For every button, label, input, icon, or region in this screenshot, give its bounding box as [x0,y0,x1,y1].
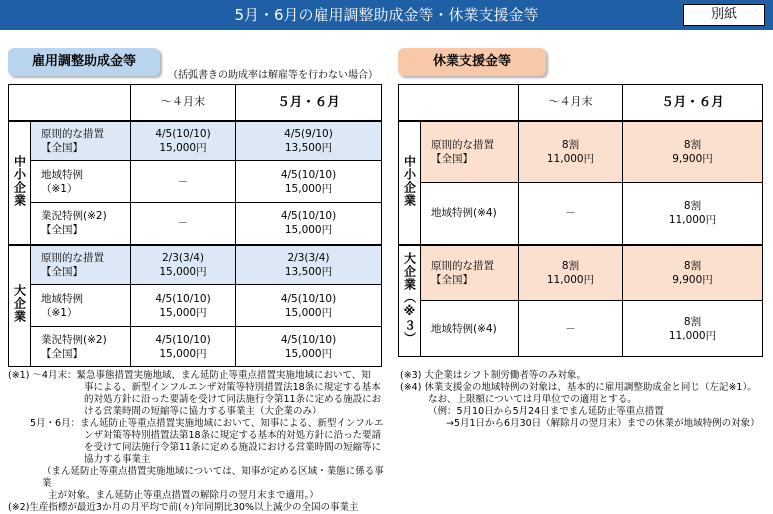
row-label: 業況特例(※2) 【全国】 [31,203,131,245]
cell-new: 4/5(10/10) 15,000円 [236,203,382,245]
note-line: (※4) 休業支援金の地域特例の対象は、基本的に雇用調整助成金と同じ（左記※1）。 [400,382,757,393]
row-label: 地域特例(※4) [421,183,519,245]
cell-new: 8割 11,000円 [623,183,763,245]
note-line: 的対処方針に沿った要請を受けて同法施行令第11条に定める施設にお [84,394,382,405]
cell-new: 8割 9,900円 [623,121,763,183]
note-line: なお、上限額については月単位での適用とする。 [428,394,637,405]
row-label: 原則的な措置 【全国】 [421,245,519,301]
cell-new: 4/5(10/10) 15,000円 [236,285,382,327]
cell-prev: 8割 11,000円 [519,121,623,183]
row-label: 地域特例(※4) [421,301,519,357]
note-line: →5月1日から6月30日（解除月の翌月末）までの休業が地域特例の対象） [446,418,760,429]
row-label: 地域特例 （※1） [31,285,131,327]
attachment-badge: 別紙 [683,4,765,26]
note-line: (※3) 大企業はシフト制労働者等のみ対象。 [400,370,586,381]
koyo-section-label: 雇用調整助成金等 [8,48,160,76]
row-label: 原則的な措置 【全国】 [31,121,131,161]
cell-new: 4/5(10/10) 15,000円 [236,327,382,367]
note-line: ける営業時間の短縮等に協力する事業主（大企業のみ） [84,406,322,417]
note-line: 主が対象。まん延防止等重点措置の解除月の翌月末まで適用。） [48,490,319,501]
kyugyo-section-label: 休業支援金等 [398,48,546,76]
cell-prev: 2/3(3/4) 15,000円 [131,245,236,285]
cell-prev: 8割 11,000円 [519,245,623,301]
notes-right [400,370,770,430]
row-label: 地域特例 （※1） [31,161,131,203]
cell-prev: － [131,161,236,203]
header-blank [399,85,519,121]
note-line: (※2)生産指標が最近3か月の月平均で前(々)年同期比30%以上減少の全国の事業主 [8,502,359,513]
group-large: 大企業（※３） [399,245,421,357]
cell-prev: － [519,183,623,245]
row-label: 業況特例(※2) 【全国】 [31,327,131,367]
kyugyo-table [398,84,763,357]
note-line: (※1) ～4月末：緊急事態措置実施地域、まん延防止等重点措置実施地域において、知 [8,370,371,381]
cell-prev: 4/5(10/10) 15,000円 [131,121,236,161]
note-line: を受けて同法施行令第11条に定める施設における営業時間の短縮等に [84,442,382,453]
note-line: （例：5月10日から5月24日までまん延防止等重点措置 [428,406,664,417]
notes-left [8,370,388,514]
page-title: 5月・6月の雇用調整助成金等・休業支援金等 [234,6,539,24]
cell-prev: － [519,301,623,357]
header-prev: ～４月末 [519,85,623,121]
cell-new: 8割 9,900円 [623,245,763,301]
cell-new: 2/3(3/4) 13,500円 [236,245,382,285]
cell-prev: 4/5(10/10) 15,000円 [131,285,236,327]
header-prev: ～４月末 [131,85,236,121]
group-large: 大企業 [9,245,31,367]
header-new: ５月・６月 [623,85,763,121]
koyo-table [8,84,382,367]
note-line: 協力する事業主 [84,454,151,465]
cell-new: 8割 11,000円 [623,301,763,357]
row-label: 原則的な措置 【全国】 [421,121,519,183]
group-small: 中小企業 [399,121,421,245]
header-blank [9,85,131,121]
cell-prev: － [131,203,236,245]
note-line: 事による、新型インフルエンザ対策等特別措置法18条に規定する基本 [84,382,381,393]
header-new: ５月・６月 [236,85,382,121]
note-line: ンザ対策等特別措置法第18条に規定する基本的対処方針に沿った要請 [84,430,382,441]
row-label: 原則的な措置 【全国】 [31,245,131,285]
cell-prev: 4/5(10/10) 15,000円 [131,327,236,367]
koyo-rate-note: （括弧書きの助成率は解雇等を行わない場合） [168,70,378,81]
group-small: 中小企業 [9,121,31,245]
note-line: （まん延防止等重点措置実施地域については、知事が定める区域・業態に係る事業 [42,466,384,489]
note-line: 5月・6月：まん延防止等重点措置実施地域において、知事による、新型インフルエ [30,418,384,429]
cell-new: 4/5(10/10) 15,000円 [236,161,382,203]
cell-new: 4/5(9/10) 13,500円 [236,121,382,161]
